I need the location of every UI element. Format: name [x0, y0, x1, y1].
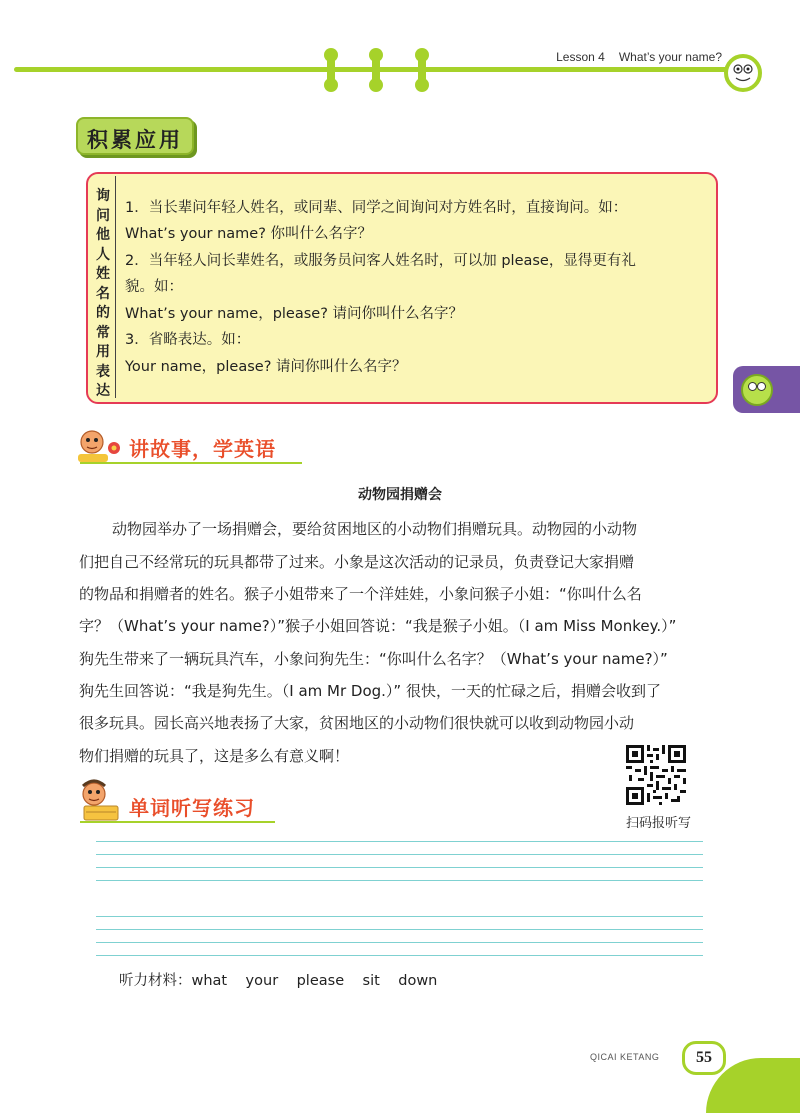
writing-line[interactable]	[96, 942, 703, 943]
side-label-char: 他	[96, 227, 110, 243]
writing-line[interactable]	[96, 955, 703, 956]
side-label-char: 名	[96, 285, 110, 302]
story-line: 狗先生回答说：“我是狗先生。（I am Mr Dog.）” 很快，一天的忙碌之后，捐赠会收到了	[79, 682, 661, 700]
usage-line: 1．当长辈问年轻人姓名，或同辈、同学之间询问对方姓名时，直接询问。如：	[125, 200, 628, 216]
lesson-title: What’s your name?	[618, 50, 722, 64]
section-tag-label: 积累应用	[87, 127, 183, 152]
story-line: 动物园举办了一场捐赠会，要给贫困地区的小动物们捐赠玩具。动物园的小动物	[112, 520, 638, 538]
writing-line[interactable]	[96, 880, 703, 881]
story-line: 们把自己不经常玩的玩具都带了过来。小象是这次活动的记录员，负责登记大家捐赠	[79, 553, 635, 571]
lesson-number: Lesson 4	[556, 50, 605, 64]
frog-tab-icon	[741, 374, 773, 406]
story-line: 狗先生带来了一辆玩具汽车，小象问狗先生：“你叫什么名字？（What’s your name?）”	[79, 650, 668, 668]
heading-underline	[80, 821, 275, 823]
binder-pin	[418, 52, 426, 88]
binder-pin	[372, 52, 380, 88]
side-label-char: 常	[96, 324, 110, 341]
side-label-char: 达	[96, 383, 110, 399]
usage-line: 3．省略表达。如：	[125, 332, 251, 348]
frog-mascot-icon	[724, 54, 762, 92]
writing-line[interactable]	[96, 854, 703, 855]
story-line: 的物品和捐赠者的姓名。猴子小姐带来了一个洋娃娃，小象问猴子小姐：“你叫什么名	[79, 585, 642, 603]
listening-words: what your please sit down	[191, 973, 438, 989]
qr-code[interactable]	[626, 745, 686, 805]
story-line: 很多玩具。园长高兴地表扬了大家，贫困地区的小动物们很快就可以收到动物园小动	[79, 714, 635, 732]
section-heading-dictation: 单词听写练习	[129, 796, 255, 820]
side-label-char: 用	[96, 344, 110, 360]
side-label-char: 表	[96, 363, 110, 380]
usage-line: 貌。如：	[125, 279, 183, 295]
dictation-icon	[74, 778, 122, 822]
footer-brand: QICAI KETANG	[590, 1052, 660, 1062]
page-number: 55	[682, 1041, 726, 1075]
usage-line: Your name，please? 请问你叫什么名字？	[125, 359, 407, 375]
binder-pin	[327, 52, 335, 88]
story-line: 字？（What’s your name?）”猴子小姐回答说：“我是猴子小姐。（I am Miss Monkey.）”	[79, 617, 677, 635]
listening-material	[119, 969, 437, 990]
side-label-char: 姓	[96, 266, 110, 282]
writing-line[interactable]	[96, 841, 703, 842]
running-header	[556, 50, 722, 64]
writing-line[interactable]	[96, 916, 703, 917]
writing-line[interactable]	[96, 929, 703, 930]
story-line: 物们捐赠的玩具了，这是多么有意义啊！	[79, 747, 350, 765]
qr-caption: 扫码报听写	[626, 816, 692, 831]
usage-line: What’s your name，please? 请问你叫什么名字？	[125, 306, 464, 322]
side-label-char: 询	[96, 188, 110, 204]
side-label-char: 问	[96, 207, 110, 224]
section-heading-story: 讲故事，学英语	[129, 437, 276, 461]
side-label-char: 人	[96, 246, 110, 263]
listening-label: 听力材料：	[119, 973, 192, 989]
story-title: 动物园捐赠会	[358, 487, 442, 503]
writing-line[interactable]	[96, 867, 703, 868]
section-tag-accumulate	[76, 117, 194, 155]
usage-line: 2．当年轻人问长辈姓名，或服务员问客人姓名时，可以加 please，显得更有礼	[125, 253, 636, 269]
usage-line: What’s your name? 你叫什么名字？	[125, 226, 373, 242]
side-label-char: 的	[96, 305, 110, 321]
storyteller-icon	[74, 428, 122, 464]
heading-underline	[80, 462, 302, 464]
